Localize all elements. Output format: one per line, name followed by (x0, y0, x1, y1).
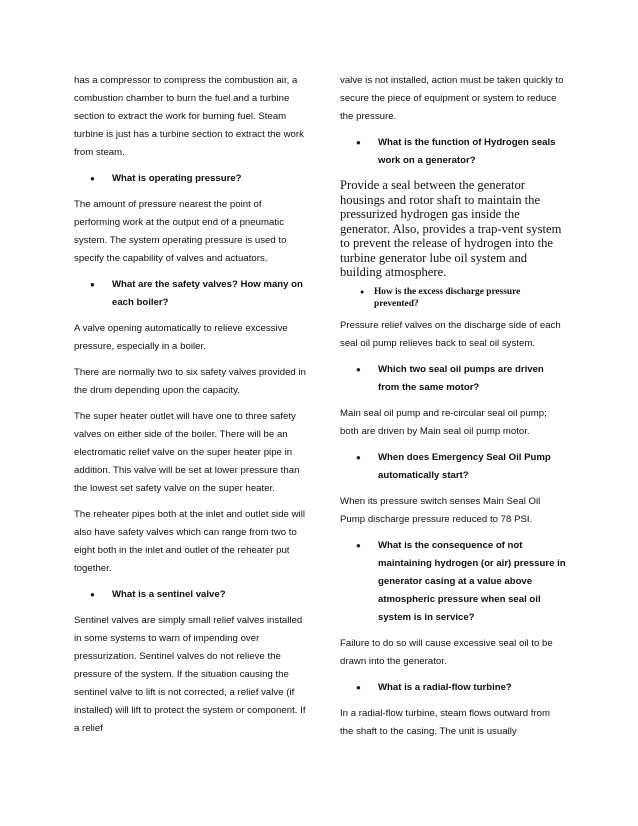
question-item (74, 170, 306, 188)
bullet-icon: ● (356, 540, 361, 550)
bullet-icon: ● (90, 590, 95, 599)
question-item (340, 679, 566, 697)
question-item (74, 586, 306, 604)
question-item (340, 286, 566, 311)
bullet-icon: ● (356, 364, 361, 374)
question-text: What is the consequence of not maintaining hydrogen (or air) pressure in generator casing at a value above atmospheric pressure when seal oil system is in service? (378, 539, 566, 623)
question-text: When does Emergency Seal Oil Pump automatically start? (378, 451, 551, 481)
paragraph: The super heater outlet will have one to three safety valves on either side of the boiler. There will be an electromatic relief valve on the super heater pipe in addition. This valve will be set at lower pressure than the lowest set safety valve on the super heater. (74, 411, 300, 494)
paragraph: In a radial-flow turbine, steam flows outward from the shaft to the casing. The unit is usually (340, 707, 551, 737)
paragraph: When its pressure switch senses Main Seal Oil Pump discharge pressure reduced to 78 PSI. (340, 495, 541, 525)
bullet-icon: ● (90, 280, 95, 289)
question-text: How is the excess discharge pressure prevented? (374, 286, 521, 309)
bullet-icon: ● (360, 287, 365, 296)
question-item (340, 537, 566, 627)
paragraph: There are normally two to six safety valves provided in the drum depending upon the capacity. (74, 367, 306, 396)
question-item (340, 361, 566, 397)
paragraph: Pressure relief valves on the discharge side of each seal oil pump relieves back to seal oil system. (340, 319, 561, 349)
paragraph: A valve opening automatically to relieve excessive pressure, especially in a boiler. (74, 323, 288, 352)
question-text: What is a sentinel valve? (112, 589, 226, 600)
paragraph: Failure to do so will cause excessive seal oil to be drawn into the generator. (340, 637, 553, 667)
right-column (340, 72, 566, 741)
question-item (340, 449, 566, 485)
question-text: What is operating pressure? (112, 173, 242, 184)
paragraph: The amount of pressure nearest the point of performing work at the output end of a pneumatic system. The system operating pressure is used to specify the capability of valves and actuators. (74, 199, 287, 264)
left-column (74, 72, 306, 738)
bullet-icon: ● (356, 138, 361, 147)
paragraph: has a compressor to compress the combustion air, a combustion chamber to burn the fuel and a turbine section to extract the work for burning fuel. Steam turbine is just has a turbine section to extract the work from steam. (74, 75, 304, 158)
paragraph: Main seal oil pump and re-circular seal oil pump; both are driven by Main seal oil pump motor. (340, 407, 547, 437)
question-text: Which two seal oil pumps are driven from the same motor? (378, 363, 544, 393)
paragraph: Sentinel valves are simply small relief valves installed in some systems to warn of impending over pressurization. Sentinel valves do not relieve the pressure of the system. If the situation causing the sentinel valve to lift is not corrected, a relief valve (if installed) will lift to protect the system or component. If a relief (74, 615, 306, 734)
question-text: What are the safety valves? How many on each boiler? (112, 279, 303, 308)
question-item (74, 276, 306, 312)
question-text: What is a radial-flow turbine? (378, 681, 512, 693)
paragraph: Provide a seal between the generator housings and rotor shaft to maintain the pressurized hydrogen gas inside the generator. Also, provides a trap-vent system to prevent the release of hydrogen into the turbine generator lube oil system and building atmosphere. (340, 178, 562, 279)
question-item (340, 134, 566, 170)
bullet-icon: ● (90, 174, 95, 183)
paragraph: valve is not installed, action must be taken quickly to secure the piece of equipment or system to reduce the pressure. (340, 75, 564, 122)
bullet-icon: ● (356, 452, 361, 462)
bullet-icon: ● (356, 682, 361, 692)
paragraph: The reheater pipes both at the inlet and outlet side will also have safety valves which can range from two to eight both in the inlet and outlet of the reheater put together. (74, 509, 306, 574)
question-text: What is the function of Hydrogen seals work on a generator? (378, 137, 556, 166)
